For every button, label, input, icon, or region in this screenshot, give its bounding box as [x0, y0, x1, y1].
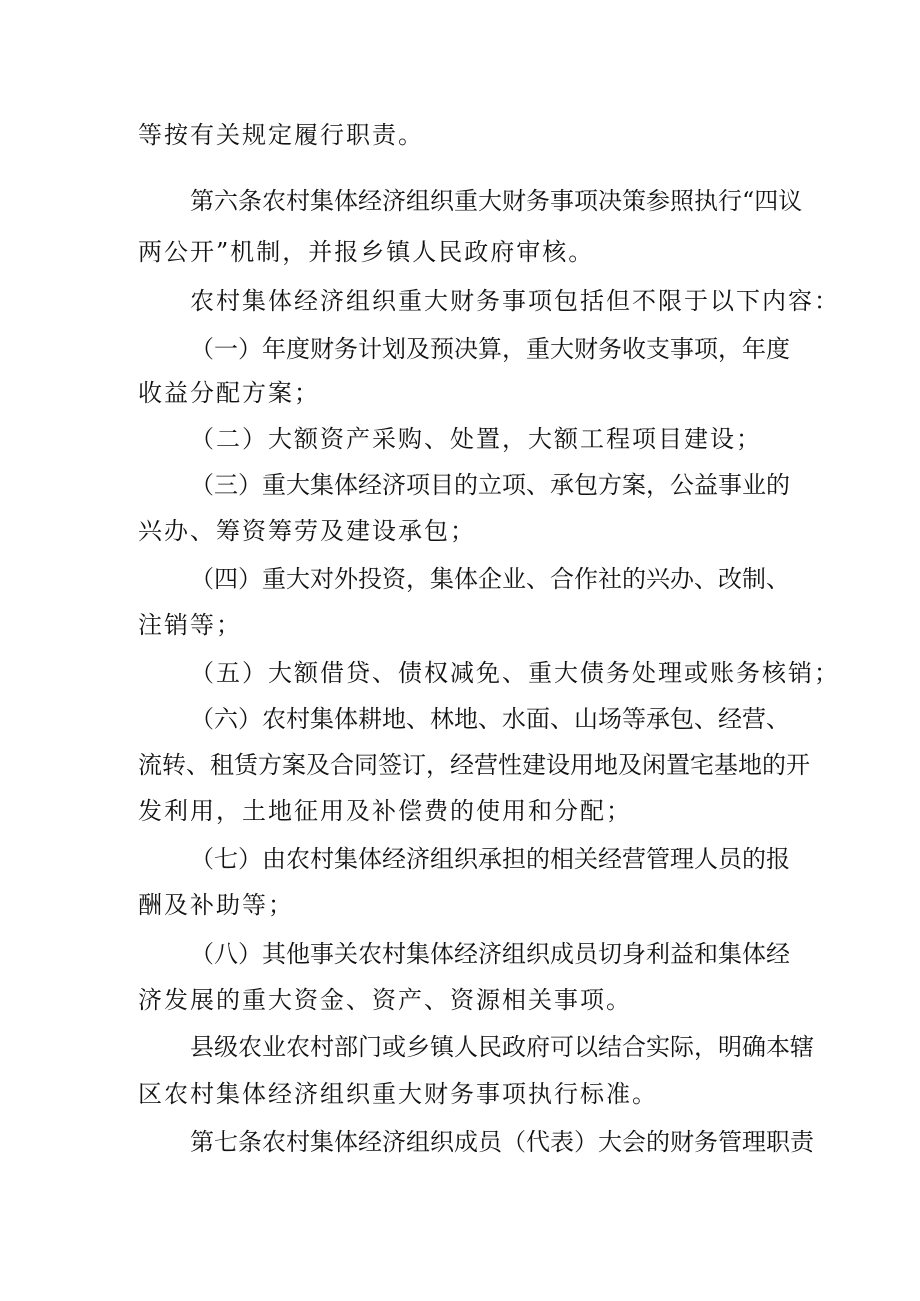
text-line-21: 区农村集体经济组织重大财务事项执行标准。 — [138, 1080, 658, 1108]
text-line-16: （七）由农村集体经济组织承担的相关经营管理人员的报 — [190, 845, 790, 873]
text-line-22: 第七条农村集体经济组织成员（代表）大会的财务管理职责 — [190, 1128, 814, 1156]
text-line-15: 发利用，土地征用及补偿费的使用和分配； — [138, 797, 632, 825]
text-line-8: （三）重大集体经济项目的立项、承包方案，公益事业的 — [190, 471, 790, 499]
text-line-7: （二）大额资产采购、处置，大额工程项目建设； — [190, 425, 762, 453]
text-line-9: 兴办、筹资筹劳及建设承包； — [138, 517, 476, 545]
text-line-14: 流转、租赁方案及合同签订，经营性建设用地及闲置宅基地的开 — [138, 751, 810, 779]
text-line-6: 收益分配方案； — [138, 379, 320, 407]
text-line-2: 第六条农村集体经济组织重大财务事项决策参照执行“四议 — [190, 187, 803, 215]
text-line-12: （五）大额借贷、债权减免、重大债务处理或账务核销； — [190, 659, 840, 687]
text-line-1: 等按有关规定履行职责。 — [138, 121, 424, 149]
text-line-18: （八）其他事关农村集体经济组织成员切身利益和集体经 — [190, 940, 790, 968]
text-line-17: 酬及补助等； — [138, 891, 294, 919]
text-line-4: 农村集体经济组织重大财务事项包括但不限于以下内容： — [190, 287, 840, 315]
text-line-11: 注销等； — [138, 611, 242, 639]
text-line-10: （四）重大对外投资，集体企业、合作社的兴办、改制、 — [190, 565, 790, 593]
text-line-13: （六）农村集体耕地、林地、水面、山场等承包、经营、 — [190, 705, 790, 733]
text-line-3: 两公开”机制，并报乡镇人民政府审核。 — [138, 238, 595, 266]
text-line-19: 济发展的重大资金、资产、资源相关事项。 — [138, 986, 632, 1014]
text-line-20: 县级农业农村部门或乡镇人民政府可以结合实际，明确本辖 — [190, 1033, 814, 1061]
text-line-5: （一）年度财务计划及预决算，重大财务收支事项，年度 — [190, 335, 790, 363]
